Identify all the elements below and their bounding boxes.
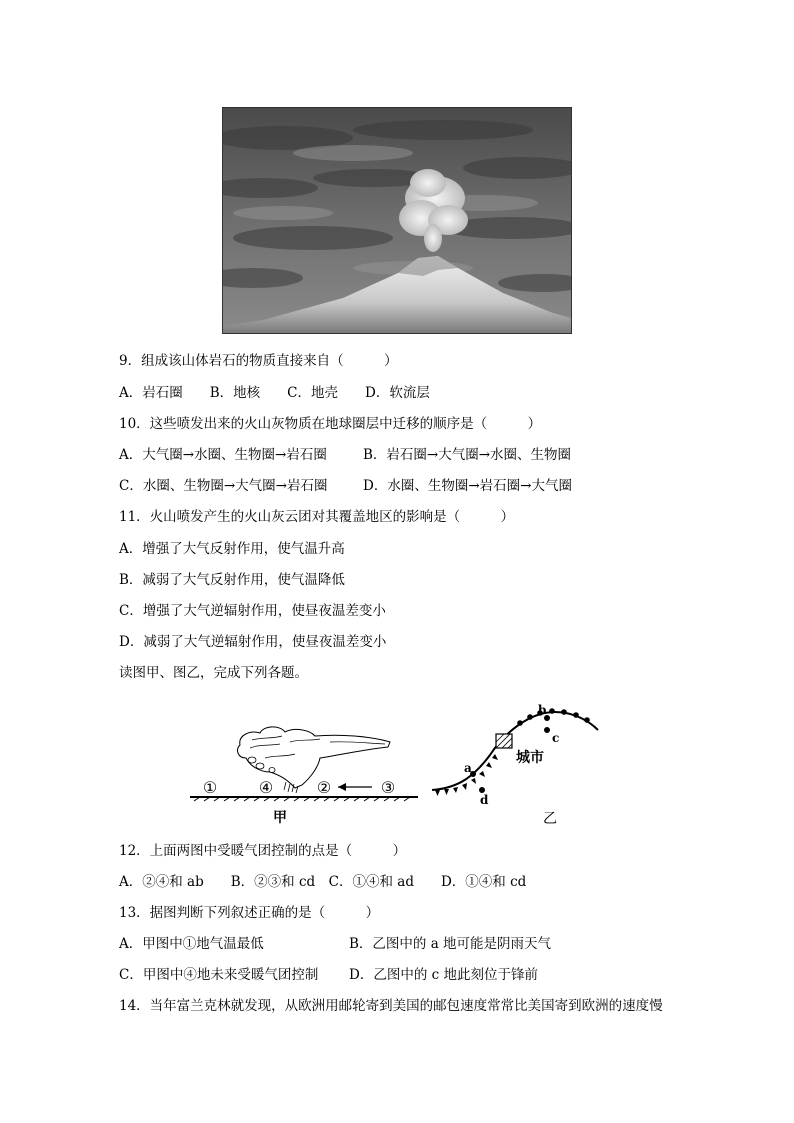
yi-label: 乙 xyxy=(543,811,557,827)
q13-option-a: A．甲图中①地气温最低 xyxy=(119,936,264,952)
q11-option-b: B．减弱了大气反射作用，使气温降低 xyxy=(119,572,345,588)
q10-option-b: B．岩石圈→大气圈→水圈、生物圈 xyxy=(363,447,572,463)
point-b: b xyxy=(538,703,547,717)
point-4: ④ xyxy=(258,778,274,797)
point-3: ③ xyxy=(380,778,396,797)
front-line xyxy=(432,712,598,790)
point-a: a xyxy=(464,761,472,775)
q9-stem: 9．组成该山体岩石的物质直接来自（ ） xyxy=(119,353,398,369)
point-d: d xyxy=(480,793,489,807)
volcano-photo xyxy=(222,107,572,334)
city-label: 城市 xyxy=(516,750,544,766)
q10-stem: 10．这些喷发出来的火山灰物质在地球圈层中迁移的顺序是（ ） xyxy=(119,416,542,432)
q12-stem: 12．上面两图中受暖气团控制的点是（ ） xyxy=(119,843,407,859)
point-2: ② xyxy=(316,778,332,797)
figure-intro: 读图甲、图乙，完成下列各题。 xyxy=(119,665,308,681)
point-1: ① xyxy=(202,778,218,797)
q11-option-c: C．增强了大气逆辐射作用，使昼夜温差变小 xyxy=(119,603,386,619)
q13-stem: 13．据图判断下列叙述正确的是（ ） xyxy=(119,905,380,921)
q13-option-c: C．甲图中④地未来受暖气团控制 xyxy=(119,967,319,983)
q14-stem: 14．当年富兰克林就发现，从欧洲用邮轮寄到美国的邮包速度常常比美国寄到欧洲的速度慢 xyxy=(119,998,663,1014)
q10-option-a: A．大气圈→水圈、生物圈→岩石圈 xyxy=(119,447,327,463)
q13-option-d: D．乙图中的 c 地此刻位于锋前 xyxy=(349,967,538,983)
q11-option-a: A．增强了大气反射作用，使气温升高 xyxy=(119,541,345,557)
jia-label: 甲 xyxy=(273,810,287,826)
front-diagram xyxy=(190,700,603,828)
q10-option-d: D．水圈、生物圈→岩石圈→大气圈 xyxy=(363,478,572,494)
q12-options: A．②④和 ab B．②③和 cd C．①④和 ad D．①④和 cd xyxy=(119,874,527,890)
q11-option-d: D．减弱了大气逆辐射作用，使昼夜温差变小 xyxy=(119,634,387,650)
q11-stem: 11．火山喷发产生的火山灰云团对其覆盖地区的影响是（ ） xyxy=(119,509,515,525)
q10-option-c: C．水圈、生物圈→大气圈→岩石圈 xyxy=(119,478,328,494)
point-c: c xyxy=(552,731,560,745)
q9-options: A．岩石圈 B．地核 C．地壳 D．软流层 xyxy=(119,385,430,401)
q13-option-b: B．乙图中的 a 地可能是阴雨天气 xyxy=(349,936,552,952)
